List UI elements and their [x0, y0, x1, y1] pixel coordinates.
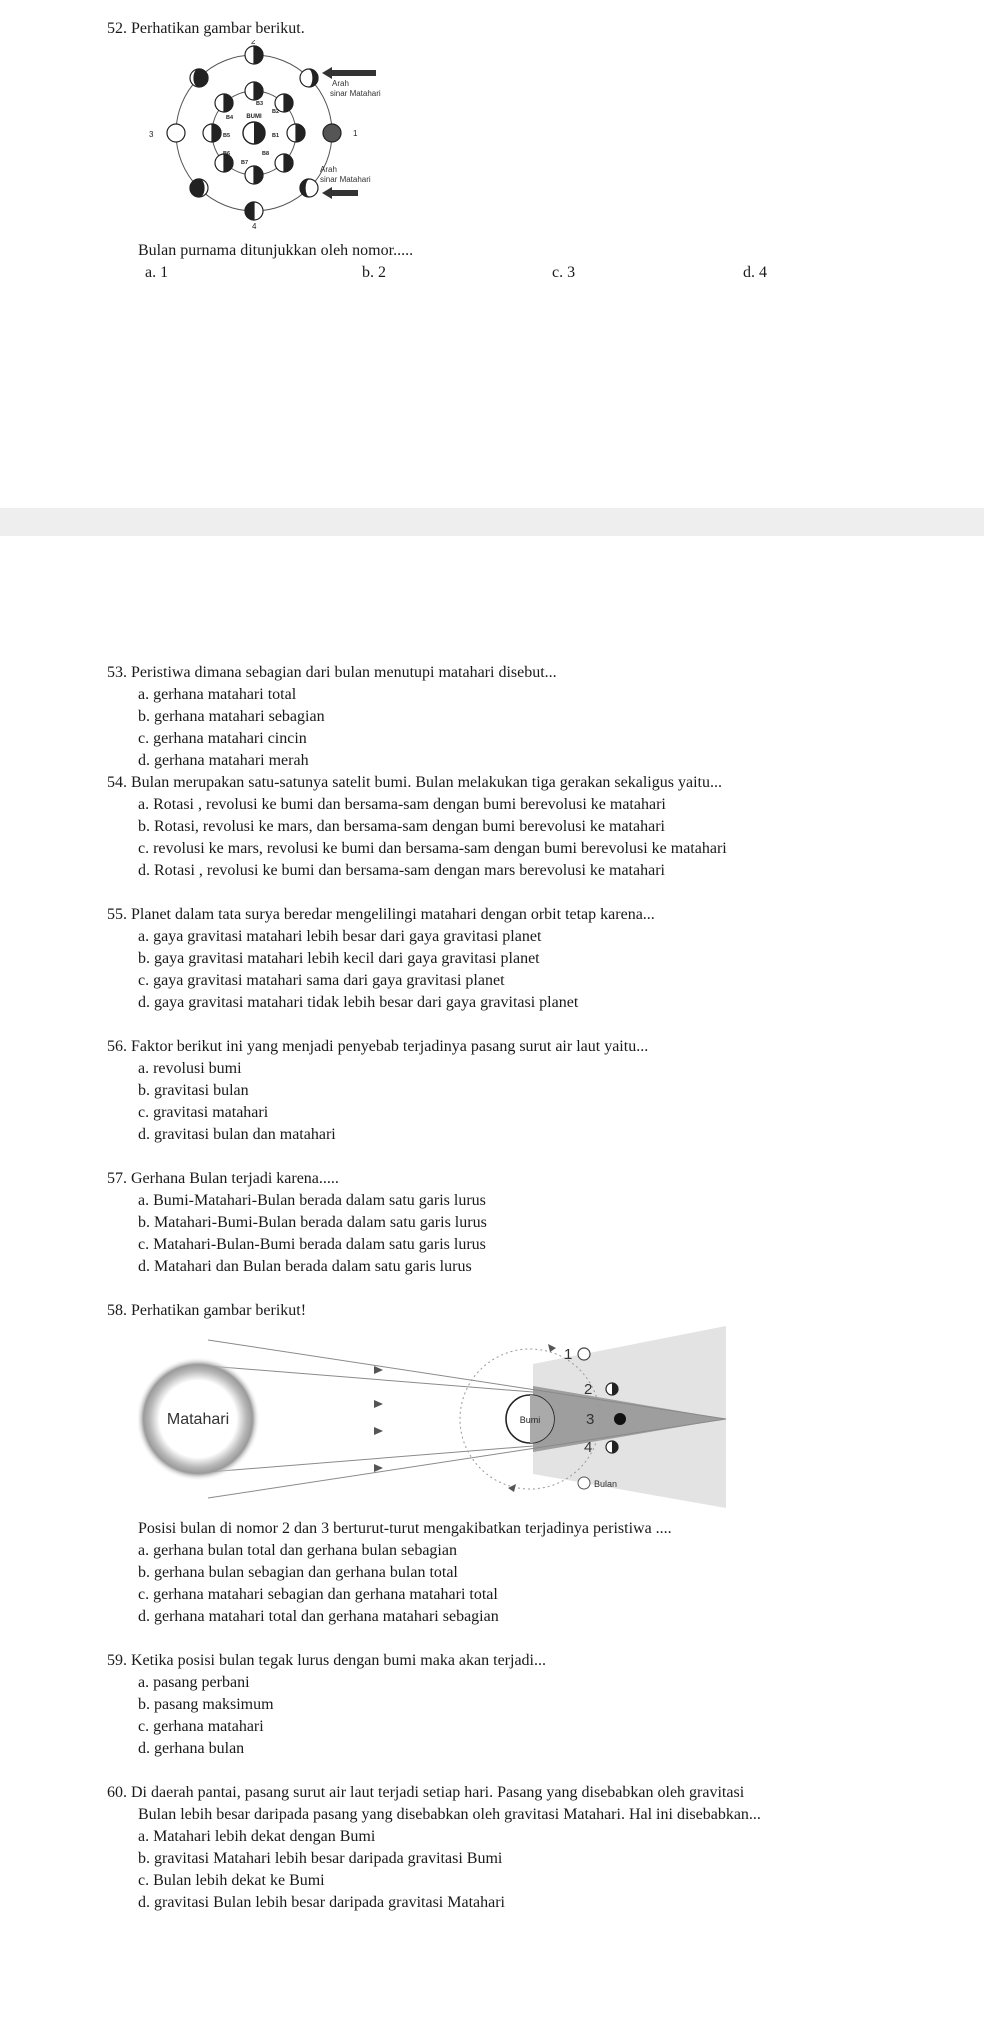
- question-60-stem-line1: 60. Di daerah pantai, pasang surut air laut terjadi setiap hari. Pasang yang disebabkan oleh gravitasi: [107, 1784, 745, 1801]
- question-60-option-b[interactable]: b. gravitasi Matahari lebih besar daripada gravitasi Bumi: [138, 1850, 503, 1867]
- outer-moon-1b: [300, 69, 318, 87]
- question-56-option-b[interactable]: b. gravitasi bulan: [138, 1082, 249, 1099]
- page-separator: [0, 508, 984, 536]
- arrow-bottom-line2: sinar Matahari: [320, 175, 371, 184]
- question-54-option-c[interactable]: c. revolusi ke mars, revolusi ke bumi dan bersama-sam dengan bumi berevolusi ke matahari: [138, 840, 727, 857]
- inner-label-b6: B6: [223, 151, 231, 157]
- outer-moon-1: [323, 124, 341, 142]
- moon-position-4: [606, 1441, 618, 1453]
- question-58-option-d[interactable]: d. gerhana matahari total dan gerhana matahari sebagian: [138, 1608, 499, 1625]
- outer-moon-4b: [300, 179, 318, 197]
- inner-label-b2: B2: [272, 109, 280, 115]
- question-58-stem: 58. Perhatikan gambar berikut!: [107, 1302, 307, 1319]
- outer-number-3: 3: [149, 130, 154, 139]
- question-55-option-d[interactable]: d. gaya gravitasi matahari tidak lebih besar dari gaya gravitasi planet: [138, 994, 579, 1011]
- question-52-option-d[interactable]: d. 4: [743, 264, 767, 281]
- position-4-label: 4: [584, 1439, 593, 1456]
- question-52-prompt: Bulan purnama ditunjukkan oleh nomor.....: [138, 242, 414, 259]
- question-56-stem: 56. Faktor berikut ini yang menjadi penyebab terjadinya pasang surut air laut yaitu...: [107, 1038, 649, 1055]
- question-53-option-d[interactable]: d. gerhana matahari merah: [138, 752, 309, 769]
- question-52-option-c[interactable]: c. 3: [552, 264, 576, 281]
- question-59-option-c[interactable]: c. gerhana matahari: [138, 1718, 264, 1735]
- outer-moon-3: [167, 124, 185, 142]
- question-60-option-c[interactable]: c. Bulan lebih dekat ke Bumi: [138, 1872, 325, 1889]
- question-56-option-d[interactable]: d. gravitasi bulan dan matahari: [138, 1126, 336, 1143]
- question-52-stem: 52. Perhatikan gambar berikut.: [107, 20, 305, 37]
- question-56-option-a[interactable]: a. revolusi bumi: [138, 1060, 242, 1077]
- question-60-stem-line2: Bulan lebih besar daripada pasang yang disebabkan oleh gravitasi Matahari. Hal ini disebabkan...: [138, 1806, 761, 1823]
- question-59-option-b[interactable]: b. pasang maksimum: [138, 1696, 274, 1713]
- question-60-option-a[interactable]: a. Matahari lebih dekat dengan Bumi: [138, 1828, 376, 1845]
- outer-moon-2: [245, 46, 263, 64]
- inner-label-b4: B4: [226, 115, 234, 121]
- question-59-option-d[interactable]: d. gerhana bulan: [138, 1740, 245, 1757]
- question-56-option-c[interactable]: c. gravitasi matahari: [138, 1104, 269, 1121]
- position-2-label: 2: [584, 1381, 593, 1398]
- orbit-arrow-top: [548, 1344, 556, 1352]
- orbit-arrow-bottom: [508, 1484, 516, 1492]
- outer-moon-2b: [190, 69, 208, 87]
- inner-label-b1: B1: [272, 133, 280, 139]
- question-58-prompt: Posisi bulan di nomor 2 dan 3 berturut-turut mengakibatkan terjadinya peristiwa ....: [138, 1520, 672, 1537]
- question-58-option-a[interactable]: a. gerhana bulan total dan gerhana bulan sebagian: [138, 1542, 457, 1559]
- sunlight-arrow-top: [322, 67, 376, 79]
- question-60-option-d[interactable]: d. gravitasi Bulan lebih besar daripada gravitasi Matahari: [138, 1894, 505, 1911]
- inner-label-b3: B3: [256, 101, 264, 107]
- question-57-option-b[interactable]: b. Matahari-Bumi-Bulan berada dalam satu garis lurus: [138, 1214, 487, 1231]
- moon-position-3: [614, 1413, 626, 1425]
- position-3-label: 3: [586, 1411, 595, 1428]
- question-52-option-a[interactable]: a. 1: [145, 264, 169, 281]
- moon-label: Bulan: [594, 1479, 618, 1489]
- position-1-label: 1: [564, 1346, 573, 1363]
- question-58-option-c[interactable]: c. gerhana matahari sebagian dan gerhana matahari total: [138, 1586, 498, 1603]
- moon-position-bulan: [578, 1477, 590, 1489]
- question-58-option-b[interactable]: b. gerhana bulan sebagian dan gerhana bulan total: [138, 1564, 458, 1581]
- page-1: [0, 0, 984, 508]
- question-54-option-a[interactable]: a. Rotasi , revolusi ke bumi dan bersama-sam dengan bumi berevolusi ke matahari: [138, 796, 666, 813]
- question-53-option-a[interactable]: a. gerhana matahari total: [138, 686, 297, 703]
- moon-position-2: [606, 1383, 618, 1395]
- earth-label: Bumi: [519, 1415, 541, 1425]
- inner-label-b8: B8: [262, 151, 270, 157]
- question-55-option-c[interactable]: c. gaya gravitasi matahari sama dari gaya gravitasi planet: [138, 972, 505, 989]
- question-54-option-b[interactable]: b. Rotasi, revolusi ke mars, dan bersama-sam dengan bumi berevolusi ke matahari: [138, 818, 665, 835]
- outer-moon-3b: [190, 179, 208, 197]
- inner-label-b7: B7: [241, 160, 249, 166]
- sunlight-arrow-bottom: [322, 187, 358, 199]
- question-53-option-c[interactable]: c. gerhana matahari cincin: [138, 730, 307, 747]
- earth-label: BUMI: [246, 114, 262, 120]
- outer-number-4: 4: [252, 222, 257, 230]
- question-57-option-d[interactable]: d. Matahari dan Bulan berada dalam satu garis lurus: [138, 1258, 472, 1275]
- earth-symbol: [243, 122, 265, 144]
- outer-moon-4: [245, 202, 263, 220]
- inner-label-b5: B5: [223, 133, 231, 139]
- question-59-stem: 59. Ketika posisi bulan tegak lurus dengan bumi maka akan terjadi...: [107, 1652, 546, 1669]
- sun-label: Matahari: [166, 1411, 230, 1428]
- moon-phase-diagram: [144, 40, 404, 230]
- question-54-stem: 54. Bulan merupakan satu-satunya satelit bumi. Bulan melakukan tiga gerakan sekaligus yaitu...: [107, 774, 722, 791]
- arrow-top-line2: sinar Matahari: [330, 89, 381, 98]
- question-53-option-b[interactable]: b. gerhana matahari sebagian: [138, 708, 325, 725]
- page-2: [0, 536, 984, 2018]
- outer-number-2: 2: [251, 40, 256, 46]
- outer-number-1: 1: [353, 129, 358, 138]
- question-53-stem: 53. Peristiwa dimana sebagian dari bulan menutupi matahari disebut...: [107, 664, 557, 681]
- arrow-top-line1: Arah: [332, 79, 349, 88]
- question-55-option-b[interactable]: b. gaya gravitasi matahari lebih kecil dari gaya gravitasi planet: [138, 950, 540, 967]
- question-57-stem: 57. Gerhana Bulan terjadi karena.....: [107, 1170, 339, 1187]
- question-55-stem: 55. Planet dalam tata surya beredar mengelilingi matahari dengan orbit tetap karena...: [107, 906, 655, 923]
- question-59-option-a[interactable]: a. pasang perbani: [138, 1674, 250, 1691]
- ray-arrows: [374, 1366, 383, 1472]
- moon-position-1: [578, 1348, 590, 1360]
- arrow-bottom-line1: Arah: [320, 165, 337, 174]
- question-57-option-c[interactable]: c. Matahari-Bulan-Bumi berada dalam satu garis lurus: [138, 1236, 486, 1253]
- question-55-option-a[interactable]: a. gaya gravitasi matahari lebih besar dari gaya gravitasi planet: [138, 928, 542, 945]
- question-57-option-a[interactable]: a. Bumi-Matahari-Bulan berada dalam satu garis lurus: [138, 1192, 486, 1209]
- lunar-eclipse-diagram: [138, 1326, 728, 1508]
- question-54-option-d[interactable]: d. Rotasi , revolusi ke bumi dan bersama-sam dengan mars berevolusi ke matahari: [138, 862, 665, 879]
- question-52-option-b[interactable]: b. 2: [362, 264, 386, 281]
